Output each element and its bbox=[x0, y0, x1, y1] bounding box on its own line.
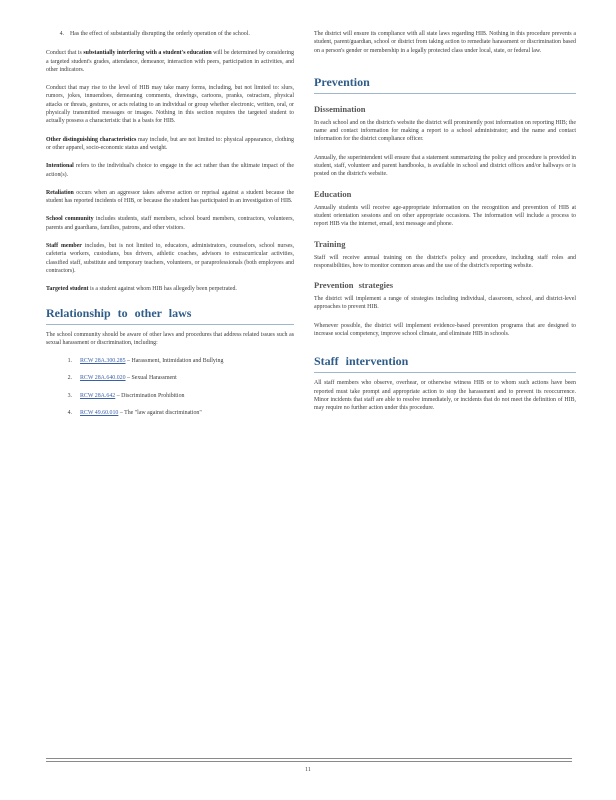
school-community-paragraph bbox=[46, 215, 294, 232]
strategies-paragraph-2: Whenever possible, the district will implement evidence-based prevention programs that are designed to increase social competency, improve school climate, and eliminate HIB in schools. bbox=[314, 322, 576, 338]
law-text bbox=[80, 409, 202, 417]
strategies-paragraph-1: The district will implement a range of strategies including individual, classroom, school, and district-level approaches to prevent HIB. bbox=[314, 296, 576, 311]
rcw-link[interactable]: RCW 49.60.010 bbox=[80, 410, 119, 417]
law-item bbox=[46, 409, 294, 417]
term-bold: Staff member bbox=[46, 243, 82, 250]
training-paragraph: Staff will receive annual training on the district's policy and procedure, including staff roles and responsibilities, how to monitor common areas and the use of the district's reporting website. bbox=[314, 254, 576, 269]
staff-intervention-heading: Staff intervention bbox=[314, 354, 576, 373]
term-bold: Other distinguishing characteristics bbox=[46, 136, 137, 143]
paragraph-text: refers to the individual's choice to engage in the act rather than the ultimate impact of the action(s). bbox=[46, 163, 294, 178]
term-bold: Retaliation bbox=[46, 189, 74, 196]
staff-intervention-paragraph: All staff members who observe, overhear, or otherwise witness HIB or to whom such actions have been reported must take prompt and appropriate action to stop the harassment and to prevent its reoccurrence. Minor incidents that staff are able to resolve immediately, or incidents that do not meet the definition of HIB, may require no further action under this procedure. bbox=[314, 380, 576, 412]
distinguishing-characteristics-paragraph bbox=[46, 136, 294, 153]
term-bold: Intentional bbox=[46, 163, 74, 170]
page-number: 11 bbox=[305, 767, 311, 773]
numbered-item-4 bbox=[46, 30, 294, 38]
rcw-link[interactable]: RCW 28A.642 bbox=[80, 392, 116, 399]
term-bold: substantially interfering with a student's education bbox=[83, 50, 212, 57]
paragraph-text: may include, but are not limited to: physical appearance, clothing or other apparel, socio-economic status and weight. bbox=[46, 136, 295, 151]
paragraph-text: Conduct that is bbox=[46, 50, 84, 57]
item-text: Has the effect of substantially disrupting the orderly operation of the school. bbox=[70, 31, 250, 37]
paragraph-text: will be determined by considering a targeted student's grades, attendance, demeanor, interaction with peers, participation in activities, and other indicators. bbox=[46, 50, 294, 73]
relationship-intro: The school community should be aware of other laws and procedures that address related issues such as sexual harassment or discrimination, including: bbox=[46, 331, 294, 346]
retaliation-paragraph bbox=[46, 189, 294, 206]
law-text bbox=[80, 374, 177, 382]
prevention-heading: Prevention bbox=[314, 75, 576, 94]
law-description: – Discrimination Prohibition bbox=[115, 392, 185, 399]
law-description: – Sexual Harassment bbox=[125, 375, 177, 382]
substantial-interference-paragraph bbox=[46, 49, 294, 74]
law-item bbox=[46, 374, 294, 382]
paragraph-text: includes students, staff members, school board members, contractors, volunteers, parents and guardians, families, patrons, and other visitors. bbox=[46, 216, 294, 231]
law-description: – The "law against discrimination" bbox=[118, 410, 202, 417]
term-bold: School community bbox=[46, 216, 94, 223]
dissemination-paragraph-2: Annually, the superintendent will ensure that a statement summarizing the policy and procedure is provided in student, staff, volunteer and parent handbooks, is available in school and district offices and/or hallways or is posted on the district's website. bbox=[314, 154, 576, 178]
law-number: 4. bbox=[67, 410, 72, 417]
item-number: 4. bbox=[59, 31, 64, 37]
paragraph-text: occurs when an aggressor takes adverse action or reprisal against a student because the student has reported incidents of HIB, or because the student has participated in an investigation of HIB. bbox=[46, 189, 294, 205]
training-heading: Training bbox=[314, 238, 346, 249]
rcw-link[interactable]: RCW 28A.640.020 bbox=[80, 375, 126, 382]
law-number: 1. bbox=[67, 358, 72, 365]
laws-list bbox=[46, 357, 294, 417]
dissemination-heading: Dissemination bbox=[314, 103, 366, 114]
relationship-heading: Relationship to other laws bbox=[46, 306, 294, 325]
education-paragraph: Annually students will receive age-appropriate information on the recognition and prevention of HIB at student orientation sessions and on other appropriate occasions. The information will include a process to report HIB via the internet, email, text message and phone. bbox=[314, 204, 576, 228]
targeted-student-paragraph bbox=[46, 285, 294, 293]
education-heading: Education bbox=[314, 188, 352, 199]
staff-member-paragraph bbox=[46, 242, 294, 275]
law-item bbox=[46, 357, 294, 365]
paragraph-text: includes, but is not limited to, educators, administrators, counselors, school nurses, cafeteria workers, custodians, bus drivers, athletic coaches, advisors to extracurricular activities, classified staff, substitute and temporary teachers, volunteers, or paraprofessionals (both employees and contractors). bbox=[46, 243, 294, 274]
law-number: 2. bbox=[67, 375, 72, 382]
compliance-paragraph: The district will ensure its compliance with all state laws regarding HIB. Nothing in this procedure prevents a student, parent/guardian, school or district from taking action to remediate harassment or discrimination based on a person's gender or membership in a legally protected class under local, state, or federal law. bbox=[314, 31, 576, 54]
law-number: 3. bbox=[67, 392, 72, 399]
law-item bbox=[46, 392, 294, 400]
intentional-paragraph bbox=[46, 162, 294, 179]
left-column bbox=[46, 30, 294, 426]
law-text bbox=[80, 357, 223, 365]
right-column bbox=[314, 30, 576, 423]
footer-rule bbox=[46, 761, 572, 762]
paragraph-text: is a student against whom HIB has allegedly been perpetrated. bbox=[88, 286, 237, 293]
law-description: – Harassment, Intimidation and Bullying bbox=[125, 358, 224, 365]
rcw-link[interactable]: RCW 28A.300.285 bbox=[80, 358, 126, 365]
footer-rule bbox=[46, 758, 572, 759]
law-text bbox=[80, 392, 184, 400]
dissemination-paragraph-1: In each school and on the district's website the district will prominently post information on reporting HIB; the name and contact information for making a report to a school administrator; and the name and contact information for the district compliance officer. bbox=[314, 119, 576, 143]
prevention-strategies-heading: Prevention strategies bbox=[314, 280, 394, 291]
term-bold: Targeted student bbox=[46, 286, 89, 293]
conduct-forms-paragraph: Conduct that may rise to the level of HIB may take many forms, including, but not limited to: slurs, rumors, jokes, innuendoes, demeaning comments, drawings, cartoons, pranks, ostracism, physical attacks or threats, gestures, or acts relating to an individual or group whether electronic, written, oral, or physically transmitted messages or images. Nothing in this section requires the targeted student to actually possess a characteristic that is a basis for HIB. bbox=[46, 85, 294, 125]
